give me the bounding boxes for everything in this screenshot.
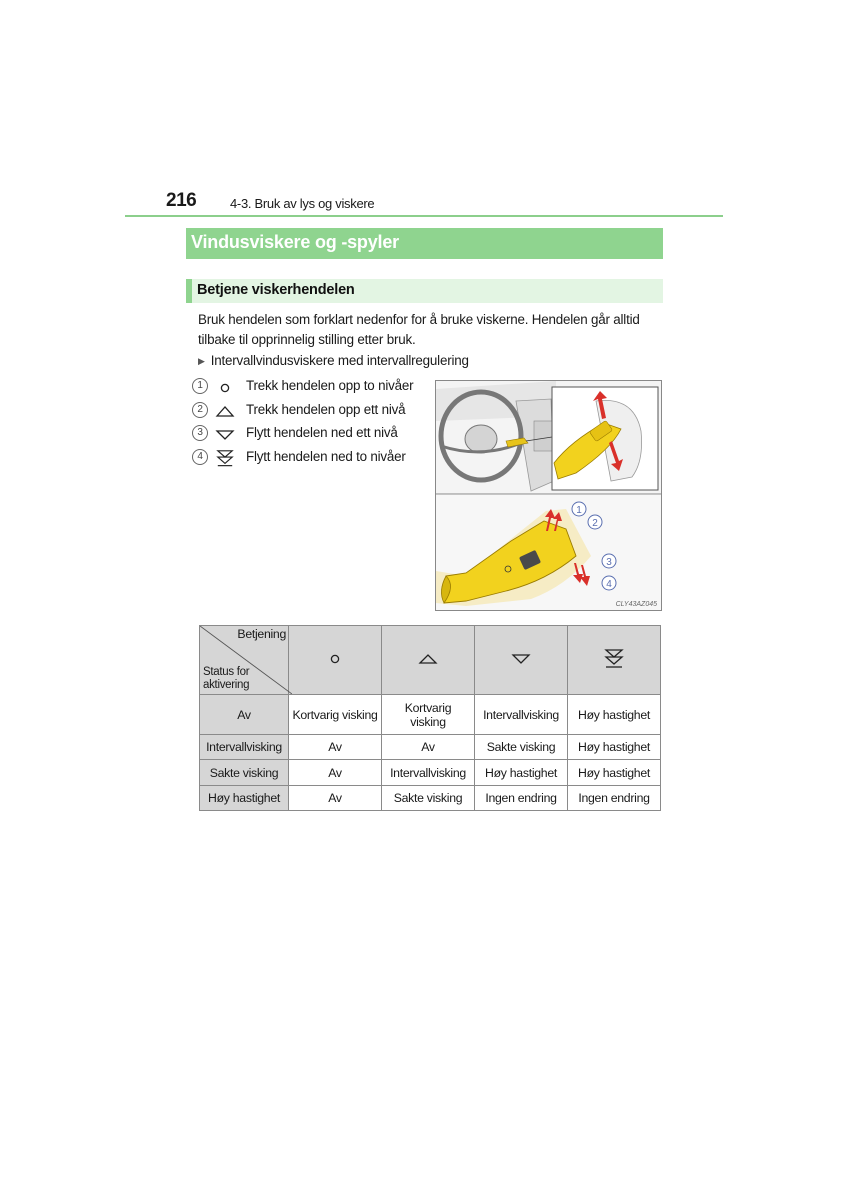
step-text: Trekk hendelen opp ett nivå <box>246 401 406 417</box>
double-chevron-down-icon <box>214 449 236 467</box>
table-corner-cell <box>200 626 289 695</box>
table-cell: Av <box>289 786 382 811</box>
section-title: Vindusviskere og -spyler <box>191 232 399 252</box>
wiper-lever-illustration <box>435 380 662 611</box>
column-header-circle <box>289 626 382 695</box>
table-cell: Intervallvisking <box>382 760 475 786</box>
row-status-cell: Av <box>200 695 289 735</box>
chevron-down-icon <box>214 425 236 443</box>
figure-code: CLY43AZ045 <box>615 601 657 608</box>
table-cell: Sakte visking <box>382 786 475 811</box>
chevron-down-icon <box>510 650 532 668</box>
intro-paragraph: Bruk hendelen som forklart nedenfor for å bruke viskerne. Hendelen går alltid tilbake til opprinnelig stilling etter bruk. <box>198 312 640 347</box>
step-text: Flytt hendelen ned ett nivå <box>246 425 398 440</box>
table-cell: Høy hastighet <box>568 695 661 735</box>
row-status-cell: Sakte visking <box>200 760 289 786</box>
table-cell: Høy hastighet <box>568 735 661 760</box>
row-status-cell: Høy hastighet <box>200 786 289 811</box>
step-number: 1 <box>192 378 208 394</box>
step-item <box>192 425 432 449</box>
table-header-row <box>200 626 661 695</box>
table-cell: Ingen endring <box>475 786 568 811</box>
table-cell: Av <box>289 735 382 760</box>
bullet-triangle-icon: ▶ <box>198 356 205 366</box>
header-status-label: Status for aktivering <box>203 666 250 691</box>
callout-4: 4 <box>606 579 612 590</box>
table-cell: Sakte visking <box>475 735 568 760</box>
table-cell: Høy hastighet <box>475 760 568 786</box>
step-list <box>192 378 432 472</box>
bullet-item <box>198 353 469 368</box>
table-cell: Av <box>382 735 475 760</box>
table-cell: Intervallvisking <box>475 695 568 735</box>
double-chevron-down-icon <box>603 648 625 670</box>
table-row <box>200 695 661 735</box>
step-number: 2 <box>192 402 208 418</box>
table-row <box>200 786 661 811</box>
callout-3: 3 <box>606 557 612 568</box>
circle-icon <box>214 378 236 396</box>
callout-2: 2 <box>592 518 598 529</box>
section-title-bar <box>186 228 663 259</box>
callout-1: 1 <box>576 505 582 516</box>
step-item <box>192 449 432 473</box>
column-header-up <box>382 626 475 695</box>
step-item <box>192 402 432 426</box>
bullet-text: Intervallvindusviskere med intervallregulering <box>210 353 469 368</box>
table-cell: Kortvarig visking <box>382 695 475 735</box>
chevron-up-icon <box>214 402 236 420</box>
circle-icon <box>324 650 346 668</box>
table-cell: Høy hastighet <box>568 760 661 786</box>
step-text: Trekk hendelen opp to nivåer <box>246 378 414 393</box>
wiper-status-table <box>199 625 661 811</box>
page-number: 216 <box>166 190 197 211</box>
step-number: 3 <box>192 425 208 441</box>
chevron-up-icon <box>417 650 439 668</box>
step-number: 4 <box>192 449 208 465</box>
row-status-cell: Intervallvisking <box>200 735 289 760</box>
table-row <box>200 735 661 760</box>
header-operation-label: Betjening <box>237 627 286 641</box>
step-text: Flytt hendelen ned to nivåer <box>246 448 406 464</box>
subsection-title: Betjene viskerhendelen <box>197 282 355 298</box>
table-cell: Kortvarig visking <box>289 695 382 735</box>
subsection-title-bar <box>186 279 663 303</box>
table-row <box>200 760 661 786</box>
lever-illustration-svg <box>436 381 662 611</box>
table-cell: Ingen endring <box>568 786 661 811</box>
column-header-double-down <box>568 626 661 695</box>
table-cell: Av <box>289 760 382 786</box>
step-item <box>192 378 432 402</box>
section-reference: 4-3. Bruk av lys og viskere <box>230 196 375 211</box>
column-header-down <box>475 626 568 695</box>
header-rule <box>125 215 723 217</box>
